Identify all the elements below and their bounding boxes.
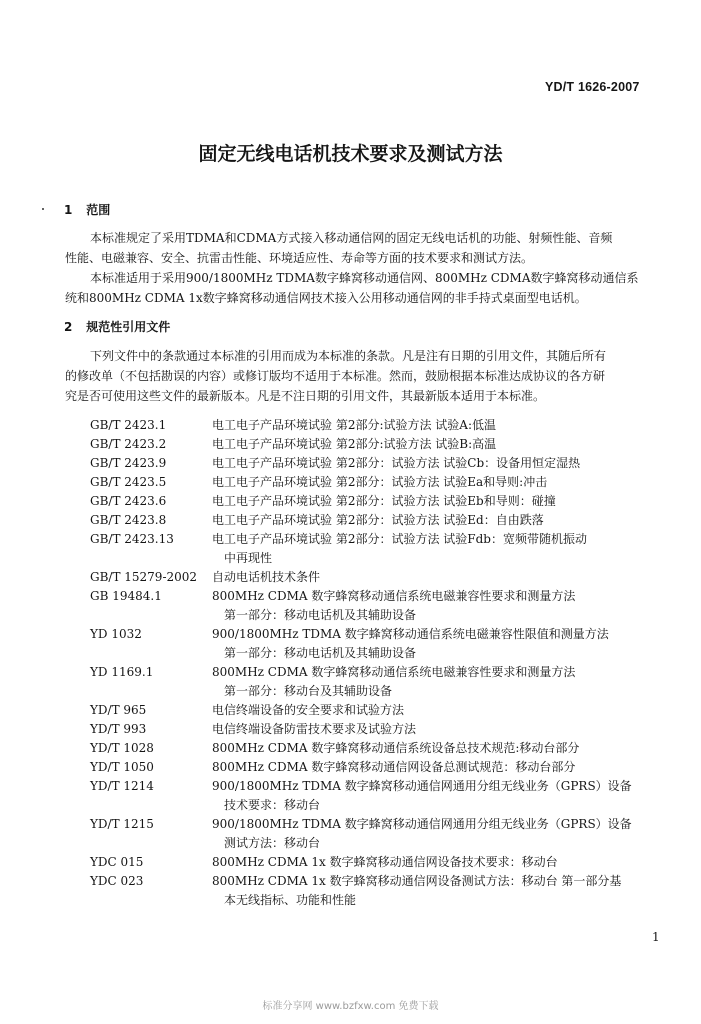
- reference-title-line: 电信终端设备防雷技术要求及试验方法: [212, 722, 417, 736]
- reference-title-line: 800MHz CDMA 1x 数字蜂窝移动通信网设备技术要求：移动台: [212, 855, 558, 869]
- paragraph-line: 本标准适用于采用900/1800MHz TDMA数字蜂窝移动通信网、800MHz CDMA数字蜂窝移动通信系: [90, 271, 639, 285]
- reference-title: [212, 853, 650, 872]
- reference-row: [90, 511, 650, 530]
- reference-code: GB/T 15279-2002: [90, 570, 198, 584]
- reference-title-continuation: 第一部分：移动台及其辅助设备: [224, 684, 393, 698]
- scan-speck: [42, 208, 44, 210]
- section-number: 1: [64, 203, 73, 217]
- reference-title-line: 电工电子产品环境试验 第2部分:试验方法 试验B:高温: [212, 437, 497, 451]
- reference-title-line: 800MHz CDMA 数字蜂窝移动通信系统电磁兼容性要求和测量方法: [212, 665, 576, 679]
- reference-code: GB/T 2423.8: [90, 513, 167, 527]
- section-number: 2: [64, 320, 73, 334]
- reference-title: [212, 530, 650, 568]
- reference-title-continuation: 第一部分：移动电话机及其辅助设备: [224, 608, 417, 622]
- paragraph-line: 下列文件中的条款通过本标准的引用而成为本标准的条款。凡是注有日期的引用文件，其随后所有: [90, 349, 607, 363]
- reference-code: YDC 015: [90, 855, 144, 869]
- scope-paragraph-2: [65, 268, 650, 308]
- reference-row: [90, 777, 650, 815]
- reference-code: YD/T 993: [90, 722, 147, 736]
- reference-title-line: 900/1800MHz TDMA 数字蜂窝移动通信系统电磁兼容性限值和测量方法: [212, 627, 609, 641]
- paragraph-line: 的修改单（不包括勘误的内容）或修订版均不适用于本标准。然而，鼓励根据本标准达成协议的各方研: [65, 369, 606, 383]
- reference-title: [212, 758, 650, 777]
- reference-row: [90, 492, 650, 511]
- reference-code: YD/T 1215: [90, 817, 154, 831]
- paragraph-line: 性能、电磁兼容、安全、抗雷击性能、环境适应性、寿命等方面的技术要求和测试方法。: [65, 251, 534, 265]
- reference-row: [90, 568, 650, 587]
- paragraph-line: 统和800MHz CDMA 1x数字蜂窝移动通信网技术接入公用移动通信网的非手持式桌面型电话机。: [65, 291, 587, 305]
- reference-title-line: 900/1800MHz TDMA 数字蜂窝移动通信网通用分组无线业务（GPRS）设备: [212, 779, 632, 793]
- paragraph-line: 本标准规定了采用TDMA和CDMA方式接入移动通信网的固定无线电话机的功能、射频性能、音频: [90, 231, 613, 245]
- reference-title-line: 电工电子产品环境试验 第2部分：试验方法 试验Eb和导则：碰撞: [212, 494, 556, 508]
- reference-row: [90, 435, 650, 454]
- reference-title: [212, 663, 650, 701]
- reference-title-line: 电工电子产品环境试验 第2部分：试验方法 试验Ed：自由跌落: [212, 513, 544, 527]
- reference-title-line: 900/1800MHz TDMA 数字蜂窝移动通信网通用分组无线业务（GPRS）设备: [212, 817, 632, 831]
- reference-code: GB 19484.1: [90, 589, 162, 603]
- section-title: 范围: [86, 203, 111, 217]
- reference-code: YD 1032: [90, 627, 142, 641]
- reference-title: [212, 777, 650, 815]
- reference-row: [90, 720, 650, 739]
- reference-row: [90, 473, 650, 492]
- reference-code: YDC 023: [90, 874, 144, 888]
- page-number: 1: [652, 930, 660, 944]
- document-title: 固定无线电话机技术要求及测试方法: [198, 143, 503, 165]
- reference-code: YD/T 1028: [90, 741, 154, 755]
- reference-title: [212, 872, 650, 910]
- reference-title-line: 电信终端设备的安全要求和试验方法: [212, 703, 405, 717]
- reference-title-continuation: 技术要求：移动台: [224, 798, 321, 812]
- reference-row: [90, 815, 650, 853]
- reference-title: [212, 587, 650, 625]
- reference-code: YD/T 965: [90, 703, 147, 717]
- reference-row: [90, 663, 650, 701]
- section-title: 规范性引用文件: [86, 320, 171, 334]
- reference-title: [212, 625, 650, 663]
- references-intro-paragraph: [65, 346, 650, 406]
- reference-title-line: 电工电子产品环境试验 第2部分：试验方法 试验Cb：设备用恒定湿热: [212, 456, 581, 470]
- reference-code: GB/T 2423.6: [90, 494, 167, 508]
- reference-title-continuation: 第一部分：移动电话机及其辅助设备: [224, 646, 417, 660]
- reference-code: GB/T 2423.2: [90, 437, 167, 451]
- paragraph-line: 究是否可使用这些文件的最新版本。凡是不注日期的引用文件，其最新版本适用于本标准。: [65, 389, 546, 403]
- reference-title-line: 800MHz CDMA 数字蜂窝移动通信网设备总测试规范：移动台部分: [212, 760, 576, 774]
- reference-title: [212, 739, 650, 758]
- reference-code: YD 1169.1: [90, 665, 154, 679]
- reference-code: YD/T 1050: [90, 760, 154, 774]
- reference-title: [212, 435, 650, 454]
- standard-code: YD/T 1626-2007: [545, 80, 640, 94]
- reference-title: [212, 720, 650, 739]
- reference-code: GB/T 2423.5: [90, 475, 167, 489]
- reference-row: [90, 587, 650, 625]
- reference-row: [90, 758, 650, 777]
- reference-row: [90, 701, 650, 720]
- reference-title: [212, 568, 650, 587]
- reference-title: [212, 815, 650, 853]
- reference-row: [90, 530, 650, 568]
- reference-title-line: 电工电子产品环境试验 第2部分:试验方法 试验A:低温: [212, 418, 497, 432]
- reference-code: GB/T 2423.13: [90, 532, 174, 546]
- reference-code: YD/T 1214: [90, 779, 154, 793]
- reference-title: [212, 511, 650, 530]
- reference-code: GB/T 2423.9: [90, 456, 167, 470]
- reference-row: [90, 625, 650, 663]
- reference-title-line: 800MHz CDMA 1x 数字蜂窝移动通信网设备测试方法：移动台 第一部分基: [212, 874, 622, 888]
- reference-row: [90, 416, 650, 435]
- reference-title: [212, 473, 650, 492]
- reference-row: [90, 739, 650, 758]
- reference-title-line: 800MHz CDMA 数字蜂窝移动通信系统设备总技术规范:移动台部分: [212, 741, 580, 755]
- reference-title: [212, 492, 650, 511]
- reference-title: [212, 454, 650, 473]
- normative-references-list: [90, 416, 650, 910]
- section-2-heading: [64, 318, 170, 335]
- reference-title-line: 800MHz CDMA 数字蜂窝移动通信系统电磁兼容性要求和测量方法: [212, 589, 576, 603]
- reference-code: GB/T 2423.1: [90, 418, 167, 432]
- reference-row: [90, 454, 650, 473]
- reference-row: [90, 872, 650, 910]
- scope-paragraph-1: [65, 228, 650, 268]
- section-1-heading: [64, 201, 110, 218]
- reference-title-line: 电工电子产品环境试验 第2部分：试验方法 试验Ea和导则:冲击: [212, 475, 548, 489]
- reference-title: [212, 701, 650, 720]
- reference-title-continuation: 中再现性: [224, 551, 273, 565]
- watermark: 标准分享网 www.bzfxw.com 免费下载: [262, 1001, 439, 1012]
- reference-title-continuation: 本无线指标、功能和性能: [224, 893, 357, 907]
- reference-title: [212, 416, 650, 435]
- reference-title-line: 电工电子产品环境试验 第2部分：试验方法 试验Fdb：宽频带随机振动: [212, 532, 587, 546]
- reference-row: [90, 853, 650, 872]
- reference-title-continuation: 测试方法：移动台: [224, 836, 321, 850]
- reference-title-line: 自动电话机技术条件: [212, 570, 321, 584]
